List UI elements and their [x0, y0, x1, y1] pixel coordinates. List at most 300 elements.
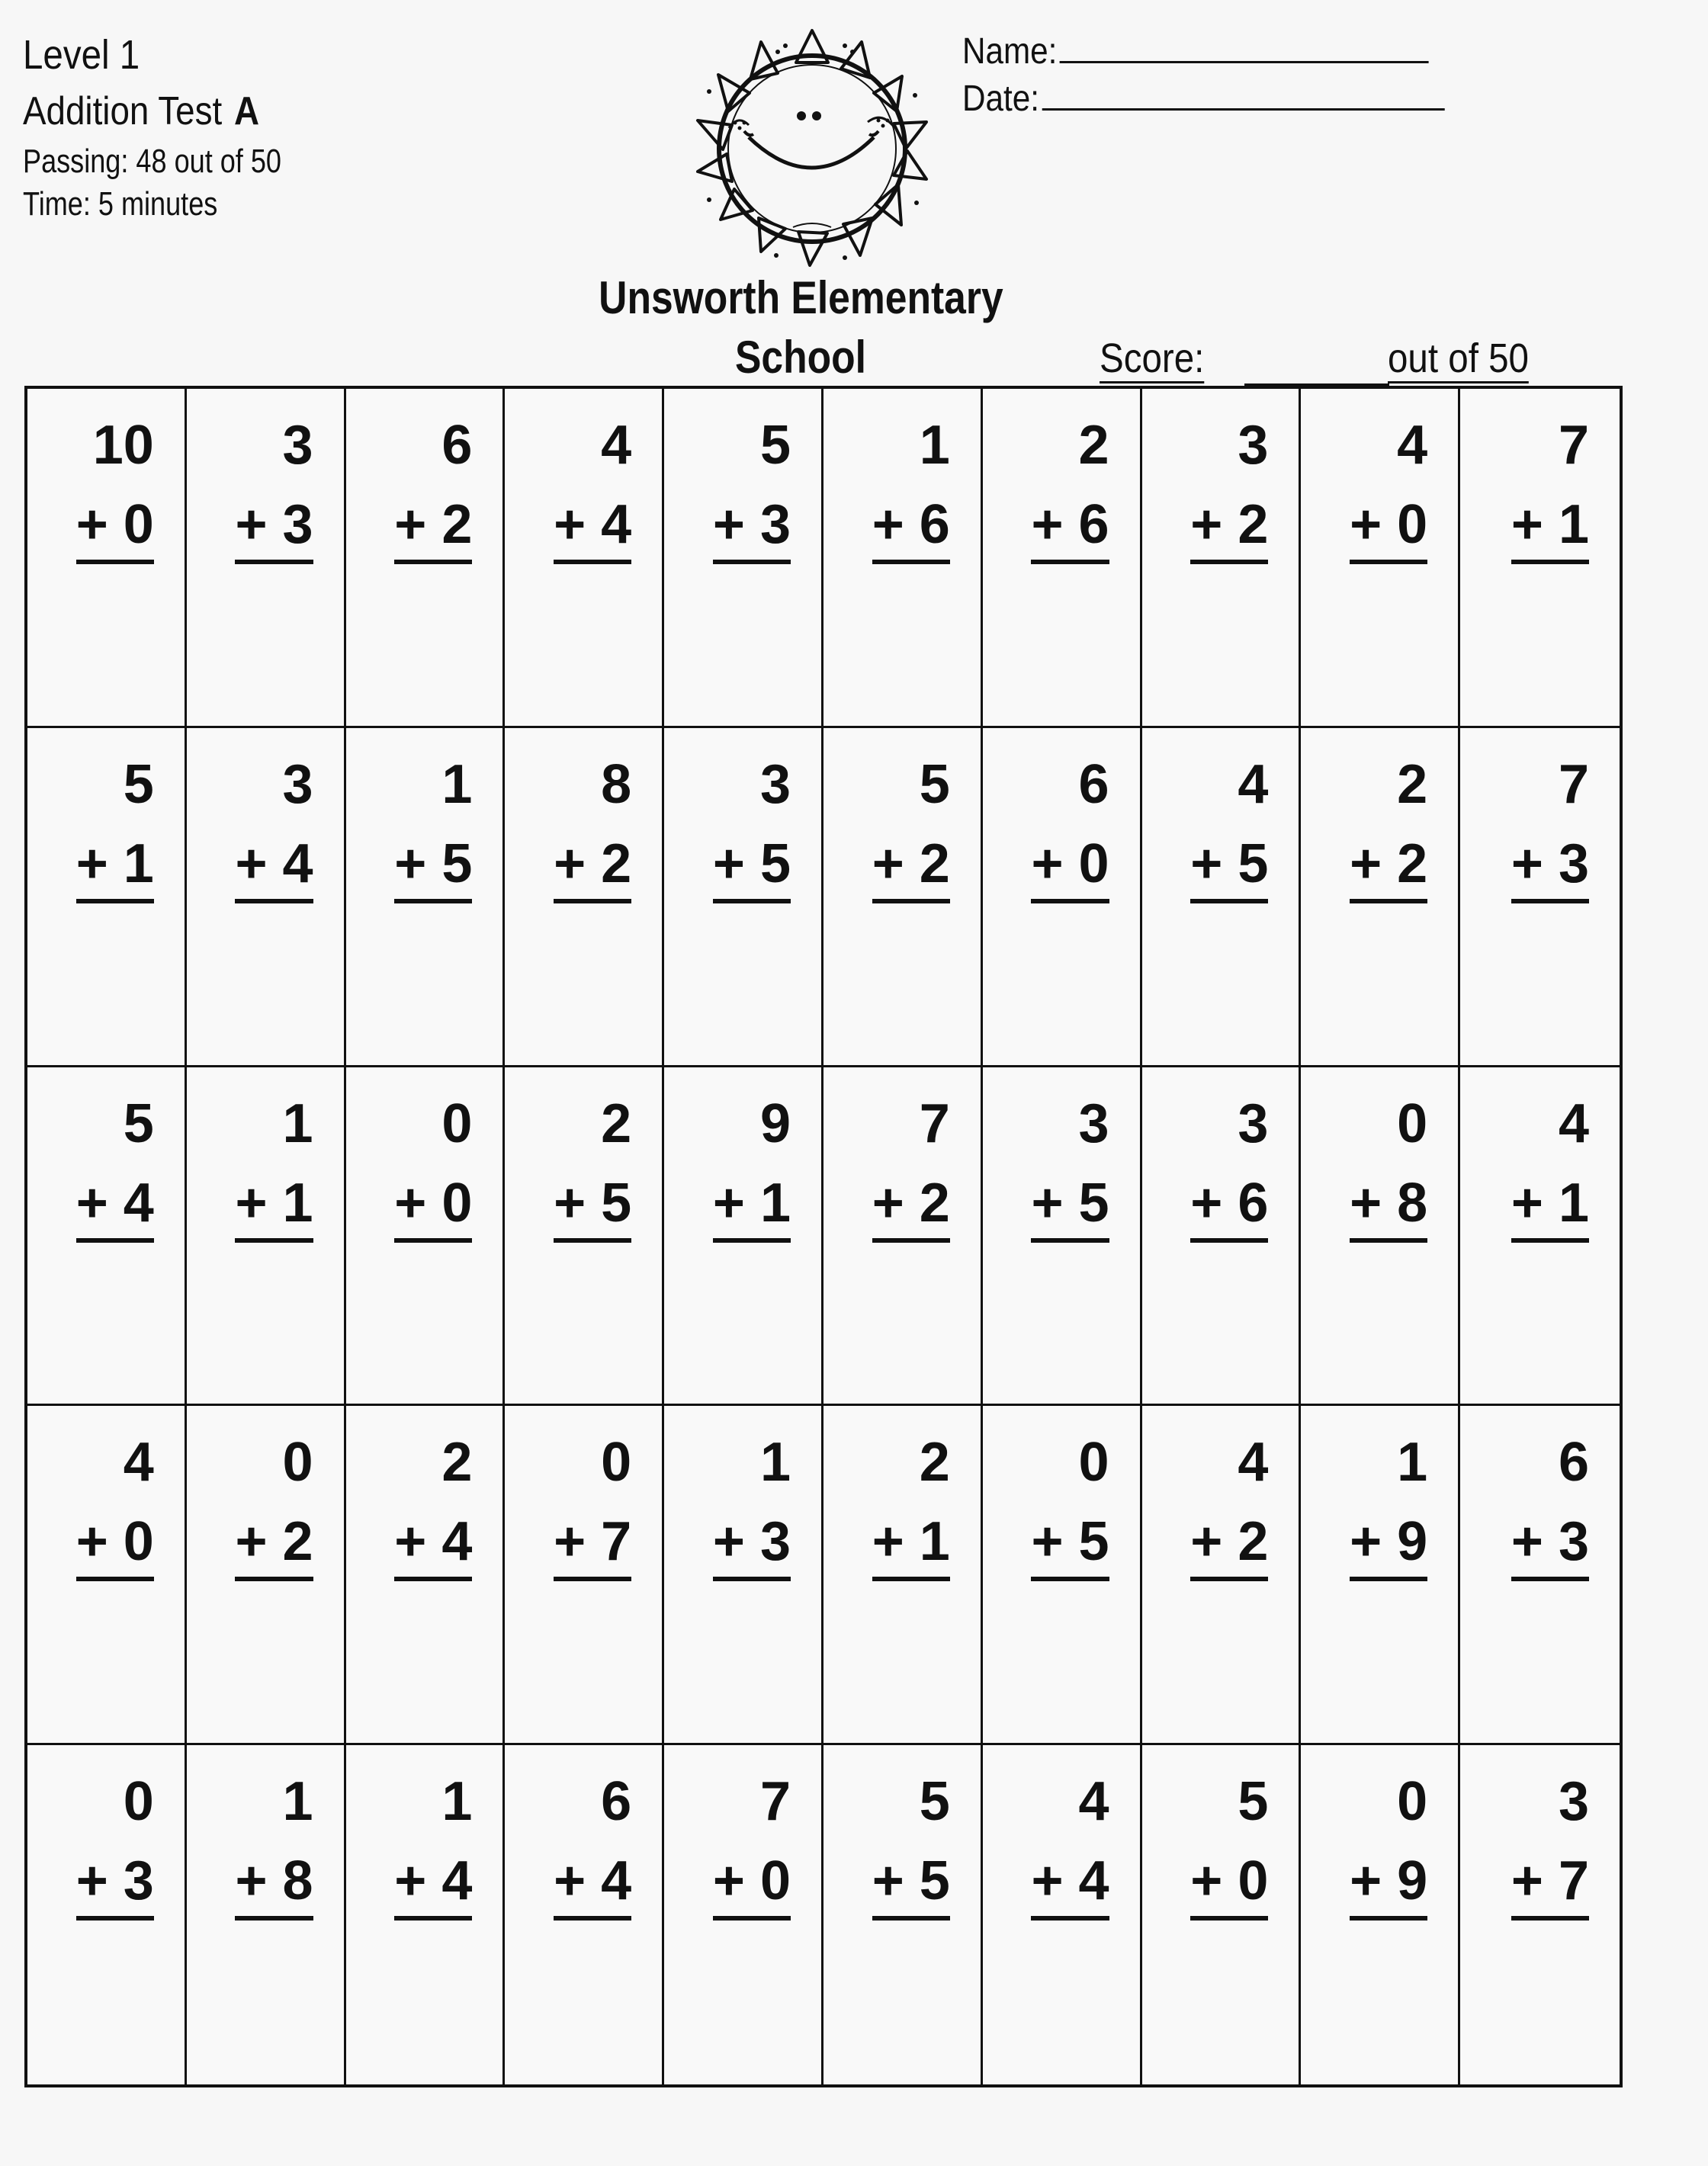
plus-sign: + [872, 1850, 920, 1912]
addend-bottom-value: 4 [441, 1850, 473, 1912]
plus-sign: + [75, 1511, 124, 1573]
addition-problem [394, 406, 472, 564]
addend-top: 1 [441, 1771, 473, 1833]
addend-bottom [1031, 1846, 1109, 1921]
addend-top: 4 [1558, 1093, 1589, 1154]
addend-bottom [76, 1168, 154, 1243]
problem-cell[interactable] [983, 728, 1142, 1067]
plus-sign: + [712, 1172, 760, 1234]
addend-top: 5 [1238, 1771, 1269, 1833]
plus-sign: + [1031, 1172, 1079, 1234]
problem-cell[interactable] [664, 1745, 824, 2084]
addend-bottom [235, 829, 313, 903]
addend-bottom-value: 4 [441, 1511, 473, 1573]
problem-cell[interactable] [505, 728, 664, 1067]
plus-sign: + [1031, 833, 1079, 894]
plus-sign: + [1511, 494, 1559, 555]
addend-bottom [872, 1507, 950, 1581]
addend-bottom [1511, 1168, 1589, 1243]
addend-bottom-value: 4 [601, 494, 632, 555]
plus-sign: + [872, 833, 920, 894]
addition-problem [76, 406, 154, 564]
problem-cell[interactable] [1460, 728, 1620, 1067]
problem-cell[interactable] [983, 1067, 1142, 1407]
plus-sign: + [394, 1511, 442, 1573]
addend-bottom [235, 1168, 313, 1243]
plus-sign: + [75, 494, 124, 555]
addend-bottom-value: 0 [1238, 1850, 1269, 1912]
problem-cell[interactable] [505, 1406, 664, 1745]
addend-bottom [394, 1846, 472, 1921]
plus-sign: + [1350, 833, 1398, 894]
problem-cell[interactable] [824, 1067, 983, 1407]
addition-problem [394, 1084, 472, 1243]
addend-top: 7 [1558, 415, 1589, 476]
addend-top: 2 [441, 1432, 473, 1494]
problem-cell[interactable] [664, 728, 824, 1067]
addition-problem [394, 1762, 472, 1921]
level-label: Level 1 [23, 32, 140, 78]
plus-sign: + [1511, 1850, 1559, 1912]
addend-top: 1 [759, 1432, 791, 1494]
plus-sign: + [712, 1850, 760, 1912]
addend-top: 5 [123, 1093, 154, 1154]
addend-top: 4 [123, 1432, 154, 1494]
addition-problem [1190, 1084, 1268, 1243]
date-field[interactable] [962, 78, 1444, 120]
addend-bottom [1350, 1846, 1427, 1921]
plus-sign: + [872, 494, 920, 555]
plus-sign: + [1190, 1172, 1238, 1234]
addend-bottom [1511, 829, 1589, 903]
problem-grid [24, 386, 1623, 2087]
addend-bottom [554, 1168, 631, 1243]
problem-cell[interactable] [1301, 389, 1460, 728]
addend-bottom-value: 0 [123, 494, 154, 555]
problem-cell[interactable] [27, 1745, 187, 2084]
addend-bottom [235, 489, 313, 564]
addend-bottom [713, 489, 791, 564]
addend-top: 1 [282, 1771, 313, 1833]
addition-problem [1350, 1762, 1427, 1921]
addend-top: 5 [123, 753, 154, 815]
addition-problem [1190, 745, 1268, 903]
addition-problem [235, 1084, 313, 1243]
addend-bottom-value: 3 [759, 1511, 791, 1573]
problem-cell[interactable] [664, 1406, 824, 1745]
plus-sign: + [1190, 1850, 1238, 1912]
addend-bottom [1350, 1507, 1427, 1581]
plus-sign: + [75, 1172, 124, 1234]
addition-problem [554, 406, 631, 564]
addend-top: 1 [282, 1093, 313, 1154]
addend-top: 7 [759, 1771, 791, 1833]
addend-bottom [1031, 1168, 1109, 1243]
score-label: Score: [1100, 335, 1204, 383]
addition-problem [872, 1423, 950, 1581]
smiling-sun-icon [679, 23, 946, 278]
addend-top: 3 [1078, 1093, 1109, 1154]
addend-bottom [235, 1507, 313, 1581]
problem-cell[interactable] [824, 1745, 983, 2084]
problem-cell[interactable] [824, 728, 983, 1067]
addend-bottom-value: 6 [919, 494, 950, 555]
problem-cell[interactable] [346, 1067, 506, 1407]
plus-sign: + [1511, 1172, 1559, 1234]
school-name-line1: Unsworth Elementary [598, 272, 1003, 323]
addend-top: 9 [759, 1093, 791, 1154]
problem-cell[interactable] [1460, 1745, 1620, 2084]
addend-top: 5 [759, 415, 791, 476]
addend-bottom [1190, 1168, 1268, 1243]
plus-sign: + [1031, 494, 1079, 555]
addend-bottom-value: 3 [1558, 1511, 1589, 1573]
addend-bottom-value: 4 [123, 1172, 154, 1234]
addend-top: 6 [1558, 1432, 1589, 1494]
addend-bottom [554, 829, 631, 903]
addend-bottom-value: 0 [123, 1511, 154, 1573]
addend-bottom [1190, 489, 1268, 564]
problem-cell[interactable] [1460, 389, 1620, 728]
addend-top: 8 [601, 753, 632, 815]
plus-sign: + [1511, 1511, 1559, 1573]
addend-top: 5 [919, 1771, 950, 1833]
addend-top: 0 [1397, 1093, 1428, 1154]
addition-problem [76, 1423, 154, 1581]
plus-sign: + [235, 1511, 283, 1573]
addend-bottom-value: 2 [1238, 1511, 1269, 1573]
addend-bottom [394, 1168, 472, 1243]
plus-sign: + [554, 494, 602, 555]
addend-top: 5 [919, 753, 950, 815]
plus-sign: + [872, 1172, 920, 1234]
addend-bottom [1190, 829, 1268, 903]
addition-problem [235, 1762, 313, 1921]
problem-cell[interactable] [1301, 1067, 1460, 1407]
addend-top: 3 [282, 415, 313, 476]
addend-bottom-value: 5 [441, 833, 473, 894]
score-out-of: out of 50 [1388, 335, 1529, 383]
date-blank[interactable] [1042, 78, 1444, 111]
addend-top: 3 [1238, 1093, 1269, 1154]
problem-cell[interactable] [346, 728, 506, 1067]
addition-problem [872, 1084, 950, 1243]
addend-bottom-value: 0 [1078, 833, 1109, 894]
addend-top: 4 [1397, 415, 1428, 476]
school-name-line2: School [734, 332, 866, 383]
addend-top: 3 [1558, 1771, 1589, 1833]
addend-top: 2 [1397, 753, 1428, 815]
addend-bottom-value: 1 [1558, 494, 1589, 555]
addend-bottom-value: 5 [1078, 1172, 1109, 1234]
name-field[interactable] [962, 30, 1429, 72]
plus-sign: + [1190, 494, 1238, 555]
addend-bottom [76, 829, 154, 903]
addend-top: 4 [1078, 1771, 1109, 1833]
addend-bottom [1511, 489, 1589, 564]
addition-problem [713, 745, 791, 903]
addend-bottom-value: 5 [919, 1850, 950, 1912]
addition-problem [394, 1423, 472, 1581]
addition-problem [1031, 1762, 1109, 1921]
addition-problem [872, 745, 950, 903]
problem-cell[interactable] [505, 1745, 664, 2084]
addend-bottom-value: 1 [759, 1172, 791, 1234]
addend-bottom [713, 1846, 791, 1921]
plus-sign: + [554, 1850, 602, 1912]
problem-cell[interactable] [505, 389, 664, 728]
problem-cell[interactable] [346, 389, 506, 728]
addend-top: 1 [441, 753, 473, 815]
plus-sign: + [1190, 1511, 1238, 1573]
addend-bottom-value: 2 [1238, 494, 1269, 555]
addition-problem [76, 1084, 154, 1243]
addend-bottom-value: 2 [919, 833, 950, 894]
addition-problem [872, 406, 950, 564]
addend-top: 6 [1078, 753, 1109, 815]
plus-sign: + [712, 1511, 760, 1573]
addend-bottom [1190, 1846, 1268, 1921]
problem-cell[interactable] [824, 389, 983, 728]
plus-sign: + [1350, 494, 1398, 555]
addend-bottom-value: 9 [1397, 1511, 1428, 1573]
addition-problem [1350, 1423, 1427, 1581]
addition-problem [235, 1423, 313, 1581]
addend-bottom [713, 1507, 791, 1581]
addend-bottom-value: 7 [601, 1511, 632, 1573]
addend-bottom-value: 2 [282, 1511, 313, 1573]
addend-top: 3 [282, 753, 313, 815]
addition-problem [1511, 745, 1589, 903]
addend-bottom-value: 2 [919, 1172, 950, 1234]
problem-cell[interactable] [1460, 1406, 1620, 1745]
plus-sign: + [1350, 1850, 1398, 1912]
plus-sign: + [1350, 1511, 1398, 1573]
addition-problem [713, 1084, 791, 1243]
plus-sign: + [394, 1172, 442, 1234]
addend-bottom-value: 5 [759, 833, 791, 894]
problem-cell[interactable] [1142, 389, 1302, 728]
addend-bottom [872, 1846, 950, 1921]
time-limit: Time: 5 minutes [23, 185, 218, 223]
problem-cell[interactable] [983, 389, 1142, 728]
addend-bottom [872, 489, 950, 564]
addend-bottom-value: 4 [282, 833, 313, 894]
addend-bottom-value: 2 [601, 833, 632, 894]
addend-top: 0 [441, 1093, 473, 1154]
addition-problem [1031, 406, 1109, 564]
problem-cell[interactable] [27, 389, 187, 728]
addend-bottom [1190, 1507, 1268, 1581]
test-title-text: Addition Test [23, 89, 223, 133]
plus-sign: + [235, 833, 283, 894]
problem-cell[interactable] [505, 1067, 664, 1407]
plus-sign: + [235, 1172, 283, 1234]
addend-bottom [76, 489, 154, 564]
addend-top: 4 [1238, 753, 1269, 815]
addend-bottom-value: 7 [1558, 1850, 1589, 1912]
addition-problem [1031, 1423, 1109, 1581]
addend-bottom-value: 3 [123, 1850, 154, 1912]
addend-bottom-value: 3 [759, 494, 791, 555]
addend-bottom [713, 1168, 791, 1243]
addend-top: 0 [1078, 1432, 1109, 1494]
addend-bottom [1350, 1168, 1427, 1243]
problem-cell[interactable] [664, 389, 824, 728]
addend-top: 6 [601, 1771, 632, 1833]
addend-top: 1 [1397, 1432, 1428, 1494]
addition-problem [1511, 1423, 1589, 1581]
addend-bottom [1511, 1507, 1589, 1581]
addition-problem [1511, 406, 1589, 564]
name-blank[interactable] [1060, 30, 1429, 63]
addition-problem [554, 1423, 631, 1581]
addition-problem [1350, 745, 1427, 903]
addend-bottom [1350, 489, 1427, 564]
addend-bottom-value: 5 [1078, 1511, 1109, 1573]
addition-problem [1031, 745, 1109, 903]
addition-problem [872, 1762, 950, 1921]
addend-bottom-value: 9 [1397, 1850, 1428, 1912]
addend-bottom [394, 829, 472, 903]
addition-problem [235, 406, 313, 564]
plus-sign: + [75, 1850, 124, 1912]
addend-bottom-value: 6 [1078, 494, 1109, 555]
problem-cell[interactable] [187, 1406, 346, 1745]
plus-sign: + [712, 833, 760, 894]
plus-sign: + [712, 494, 760, 555]
addend-top: 0 [123, 1771, 154, 1833]
passing-requirement: Passing: 48 out of 50 [23, 143, 281, 180]
addition-problem [713, 1762, 791, 1921]
problem-cell[interactable] [187, 1067, 346, 1407]
addend-bottom-value: 1 [1558, 1172, 1589, 1234]
addend-bottom-value: 8 [282, 1850, 313, 1912]
addend-top: 7 [1558, 753, 1589, 815]
addend-bottom-value: 0 [1397, 494, 1428, 555]
addition-problem [1350, 1084, 1427, 1243]
addend-bottom [235, 1846, 313, 1921]
addend-bottom-value: 8 [1397, 1172, 1428, 1234]
addend-top: 3 [759, 753, 791, 815]
addition-problem [1511, 1762, 1589, 1921]
test-info [23, 30, 338, 226]
addend-bottom [394, 489, 472, 564]
problem-cell[interactable] [664, 1067, 824, 1407]
addend-top: 6 [441, 415, 473, 476]
addend-top: 0 [601, 1432, 632, 1494]
addition-problem [394, 745, 472, 903]
problem-cell[interactable] [27, 728, 187, 1067]
addend-bottom [1350, 829, 1427, 903]
addend-bottom [713, 829, 791, 903]
problem-cell[interactable] [983, 1406, 1142, 1745]
addend-bottom-value: 4 [601, 1850, 632, 1912]
addend-top: 0 [282, 1432, 313, 1494]
addend-top: 4 [1238, 1432, 1269, 1494]
addend-bottom [1031, 489, 1109, 564]
problem-cell[interactable] [346, 1406, 506, 1745]
problem-cell[interactable] [187, 389, 346, 728]
problem-cell[interactable] [1301, 1745, 1460, 2084]
addend-bottom-value: 3 [282, 494, 313, 555]
addition-problem [1190, 1762, 1268, 1921]
addend-bottom-value: 5 [1238, 833, 1269, 894]
plus-sign: + [235, 1850, 283, 1912]
addition-problem [713, 1423, 791, 1581]
addition-problem [76, 1762, 154, 1921]
addend-top: 2 [601, 1093, 632, 1154]
problem-cell[interactable] [27, 1406, 187, 1745]
addend-bottom [394, 1507, 472, 1581]
test-version-letter: A [234, 89, 260, 133]
addend-bottom-value: 0 [441, 1172, 473, 1234]
addend-bottom-value: 2 [441, 494, 473, 555]
addend-bottom [1031, 1507, 1109, 1581]
problem-cell[interactable] [27, 1067, 187, 1407]
school-name [534, 268, 1068, 387]
problem-cell[interactable] [187, 1745, 346, 2084]
problem-cell[interactable] [187, 728, 346, 1067]
problem-cell[interactable] [1460, 1067, 1620, 1407]
problem-cell[interactable] [346, 1745, 506, 2084]
addend-top: 7 [919, 1093, 950, 1154]
problem-cell[interactable] [1142, 1067, 1302, 1407]
problem-cell[interactable] [1142, 1406, 1302, 1745]
addend-bottom [554, 489, 631, 564]
addend-top: 0 [1397, 1771, 1428, 1833]
problem-cell[interactable] [1301, 1406, 1460, 1745]
addend-bottom-value: 1 [919, 1511, 950, 1573]
addend-bottom [554, 1507, 631, 1581]
addend-bottom-value: 2 [1397, 833, 1428, 894]
problem-cell[interactable] [1142, 1745, 1302, 2084]
addend-bottom [872, 829, 950, 903]
plus-sign: + [1031, 1511, 1079, 1573]
plus-sign: + [1031, 1850, 1079, 1912]
addend-bottom [872, 1168, 950, 1243]
plus-sign: + [1511, 833, 1559, 894]
addition-problem [554, 745, 631, 903]
plus-sign: + [554, 833, 602, 894]
addition-problem [1190, 406, 1268, 564]
addend-bottom [76, 1846, 154, 1921]
addition-problem [713, 406, 791, 564]
addend-bottom [1031, 829, 1109, 903]
plus-sign: + [235, 494, 283, 555]
plus-sign: + [75, 833, 124, 894]
addition-problem [1190, 1423, 1268, 1581]
addition-problem [554, 1084, 631, 1243]
addend-top: 2 [919, 1432, 950, 1494]
problem-cell[interactable] [983, 1745, 1142, 2084]
addition-problem [554, 1762, 631, 1921]
problem-cell[interactable] [1142, 728, 1302, 1067]
addend-bottom-value: 1 [282, 1172, 313, 1234]
addend-bottom-value: 0 [759, 1850, 791, 1912]
addend-top: 3 [1238, 415, 1269, 476]
plus-sign: + [554, 1172, 602, 1234]
plus-sign: + [394, 833, 442, 894]
addend-bottom-value: 1 [123, 833, 154, 894]
addend-bottom-value: 5 [601, 1172, 632, 1234]
problem-cell[interactable] [1301, 728, 1460, 1067]
addition-problem [76, 745, 154, 903]
addend-bottom-value: 3 [1558, 833, 1589, 894]
problem-cell[interactable] [824, 1406, 983, 1745]
addend-bottom [1511, 1846, 1589, 1921]
addend-bottom [554, 1846, 631, 1921]
